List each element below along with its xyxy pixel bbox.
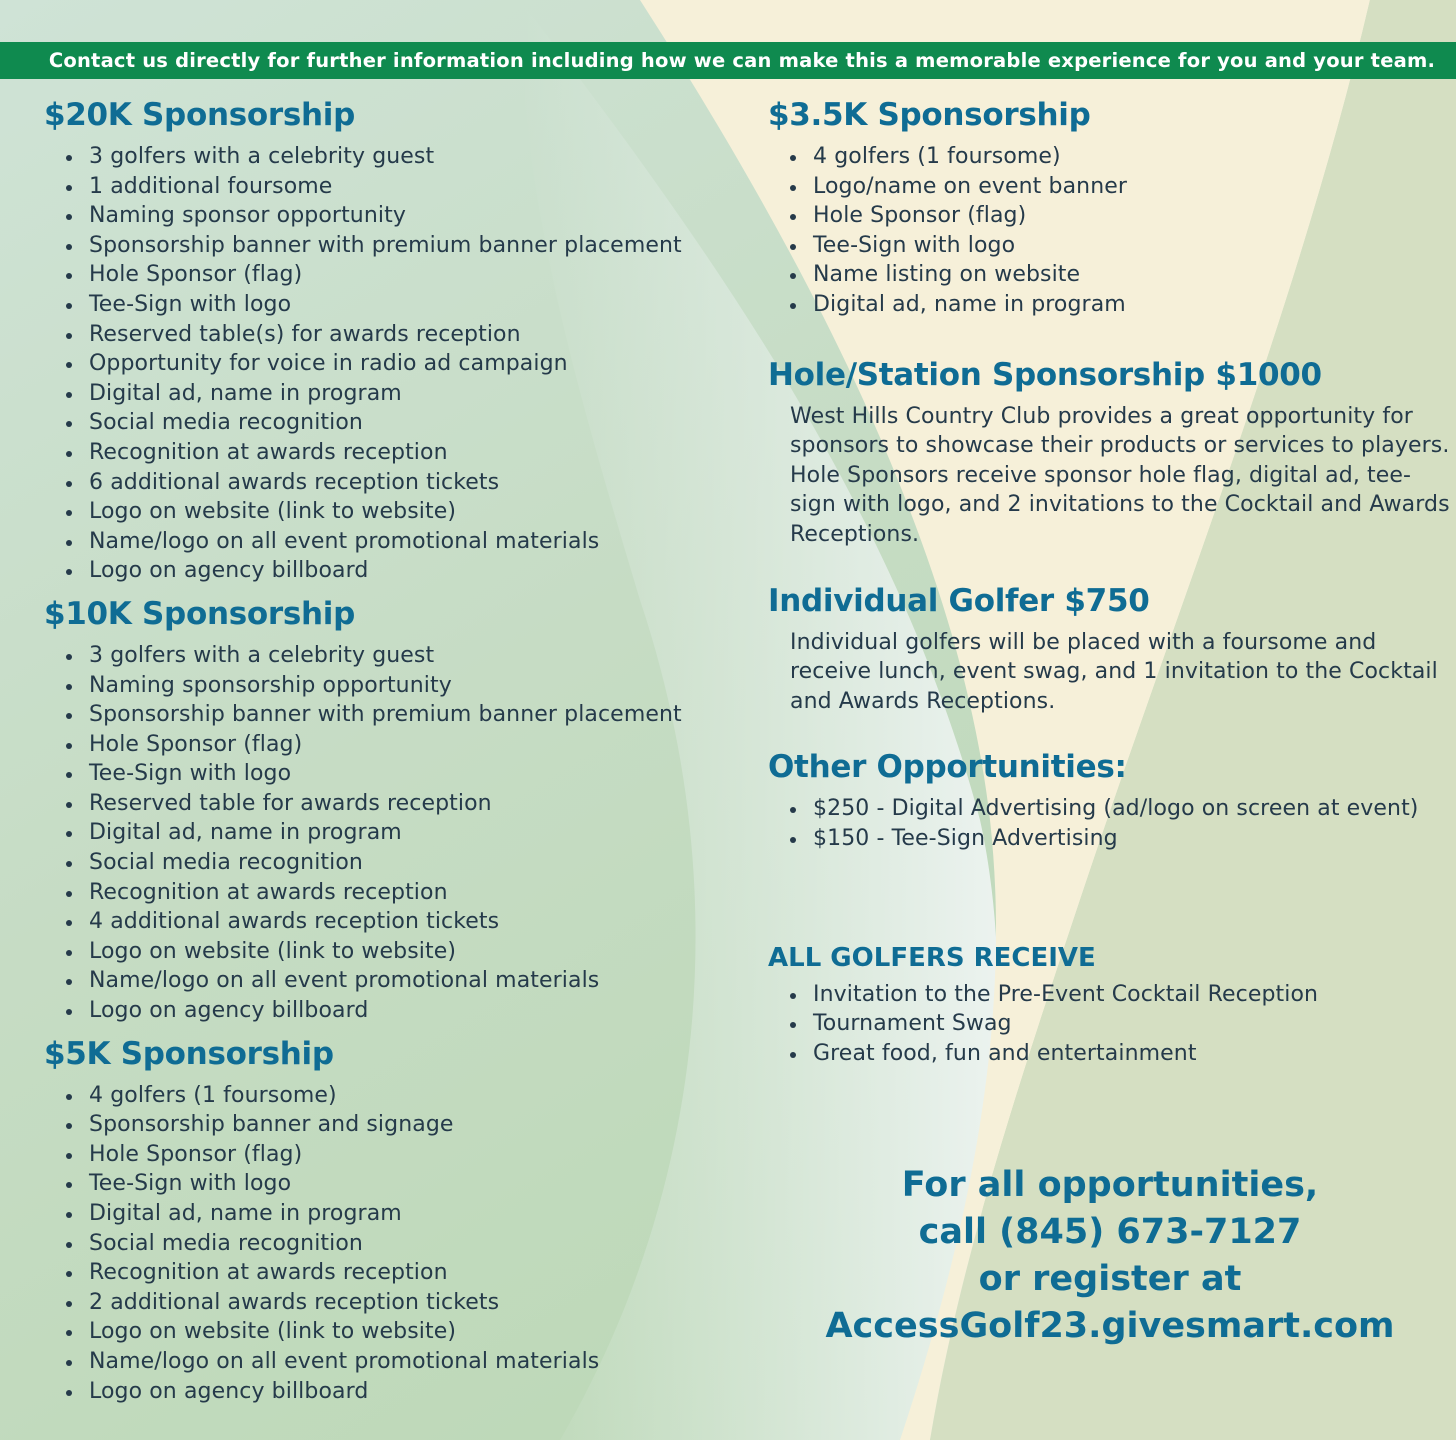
- list-item: Invitation to the Pre-Event Cocktail Reception: [790, 980, 1453, 1010]
- description-line: Individual golfers will be placed with a foursome and: [790, 629, 1377, 655]
- list-item: Name/logo on all event promotional materials: [66, 1347, 724, 1377]
- list-item: Tee-Sign with logo: [66, 759, 724, 789]
- right-column: [768, 90, 1453, 1068]
- list-item: Digital ad, name in program: [790, 290, 1453, 320]
- list-item: Hole Sponsor (flag): [66, 730, 724, 760]
- list-item: Name listing on website: [790, 260, 1453, 290]
- sponsorship-5k: [44, 1029, 724, 1407]
- individual-golfer: [768, 576, 1453, 717]
- list-item: Tee-Sign with logo: [66, 1169, 724, 1199]
- list-item: Digital ad, name in program: [66, 818, 724, 848]
- list-item: 4 golfers (1 foursome): [66, 1081, 724, 1111]
- list-item: Hole Sponsor (flag): [66, 260, 724, 290]
- all-golfers-list: [768, 980, 1453, 1069]
- list-item: Sponsorship banner and signage: [66, 1110, 724, 1140]
- hole-station-sponsorship: [768, 350, 1453, 550]
- other-opportunities: [768, 742, 1453, 853]
- list-item: 2 additional awards reception tickets: [66, 1288, 724, 1318]
- description-line: receive lunch, event swag, and 1 invitation to the Cocktail: [790, 659, 1438, 685]
- other-opportunities-title: Other Opportunities:: [768, 749, 1127, 786]
- list-item: Sponsorship banner with premium banner placement: [66, 700, 724, 730]
- sponsorship-5k-title: $5K Sponsorship: [44, 1035, 334, 1072]
- list-item: Sponsorship banner with premium banner placement: [66, 231, 724, 261]
- list-item: $250 - Digital Advertising (ad/logo on screen at event): [790, 794, 1453, 824]
- list-item: 6 additional awards reception tickets: [66, 468, 724, 498]
- list-item: 3 golfers with a celebrity guest: [66, 641, 724, 671]
- sponsorship-3-5k-title: $3.5K Sponsorship: [768, 97, 1091, 133]
- description-line: Hole Sponsors receive sponsor hole flag, digital ad, tee-: [790, 462, 1412, 488]
- description-line: and Awards Receptions.: [790, 688, 1056, 714]
- individual-golfer-title: Individual Golfer $750: [768, 582, 1150, 619]
- list-item: Recognition at awards reception: [66, 878, 724, 908]
- list-item: Reserved table for awards reception: [66, 789, 724, 819]
- individual-golfer-description: [790, 628, 1450, 717]
- sponsorship-10k: [44, 589, 724, 1026]
- list-item: Tee-Sign with logo: [66, 290, 724, 320]
- list-item: Logo on website (link to website): [66, 1317, 724, 1347]
- list-item: Logo on agency billboard: [66, 556, 724, 586]
- list-item: Great food, fun and entertainment: [790, 1039, 1453, 1069]
- list-item: Logo on agency billboard: [66, 996, 724, 1026]
- list-item: Logo/name on event banner: [790, 172, 1453, 202]
- list-item: Naming sponsor opportunity: [66, 201, 724, 231]
- list-item: 3 golfers with a celebrity guest: [66, 142, 724, 172]
- sponsorship-5k-list: [44, 1081, 724, 1407]
- sponsorship-20k: [44, 90, 724, 586]
- list-item: $150 - Tee-Sign Advertising: [790, 824, 1453, 854]
- other-opportunities-list: [768, 794, 1453, 853]
- contact-banner-text: Contact us directly for further information including how we can make this a memorable experience for you and your team.: [48, 49, 1436, 72]
- all-golfers-title: ALL GOLFERS RECEIVE: [768, 942, 1096, 973]
- list-item: Digital ad, name in program: [66, 1199, 724, 1229]
- cta-website-link[interactable]: AccessGolf23.givesmart.com: [825, 1306, 1395, 1346]
- description-line: Receptions.: [790, 521, 920, 547]
- left-column: [44, 90, 724, 1406]
- cta-line: For all opportunities,: [901, 1165, 1319, 1205]
- list-item: Logo on website (link to website): [66, 937, 724, 967]
- list-item: Tournament Swag: [790, 1009, 1453, 1039]
- description-line: West Hills Country Club provides a great opportunity for: [790, 403, 1413, 429]
- list-item: Social media recognition: [66, 1229, 724, 1259]
- list-item: Recognition at awards reception: [66, 438, 724, 468]
- sponsorship-20k-list: [44, 142, 724, 586]
- call-to-action: [800, 1162, 1420, 1350]
- list-item: 4 golfers (1 foursome): [790, 142, 1453, 172]
- list-item: Logo on website (link to website): [66, 497, 724, 527]
- sponsorship-10k-list: [44, 641, 724, 1026]
- cta-line: or register at: [978, 1259, 1242, 1299]
- description-line: sign with logo, and 2 invitations to the Cocktail and Awards: [790, 492, 1450, 518]
- cta-phone: call (845) 673-7127: [918, 1212, 1302, 1252]
- list-item: Opportunity for voice in radio ad campaign: [66, 349, 724, 379]
- hole-station-title: Hole/Station Sponsorship $1000: [768, 356, 1322, 393]
- list-item: Recognition at awards reception: [66, 1258, 724, 1288]
- description-line: sponsors to showcase their products or services to players.: [790, 433, 1450, 459]
- list-item: Name/logo on all event promotional materials: [66, 527, 724, 557]
- list-item: 1 additional foursome: [66, 172, 724, 202]
- hole-station-description: [790, 402, 1450, 550]
- contact-banner: [0, 42, 1456, 79]
- list-item: Social media recognition: [66, 848, 724, 878]
- sponsorship-3-5k: [768, 90, 1453, 320]
- list-item: Hole Sponsor (flag): [790, 201, 1453, 231]
- list-item: Digital ad, name in program: [66, 379, 724, 409]
- list-item: 4 additional awards reception tickets: [66, 907, 724, 937]
- list-item: Name/logo on all event promotional materials: [66, 966, 724, 996]
- list-item: Logo on agency billboard: [66, 1377, 724, 1407]
- list-item: Social media recognition: [66, 408, 724, 438]
- sponsorship-20k-title: $20K Sponsorship: [44, 97, 355, 133]
- list-item: Naming sponsorship opportunity: [66, 671, 724, 701]
- sponsorship-3-5k-list: [768, 142, 1453, 320]
- list-item: Tee-Sign with logo: [790, 231, 1453, 261]
- list-item: Reserved table(s) for awards reception: [66, 320, 724, 350]
- all-golfers-receive: [768, 938, 1453, 1069]
- list-item: Hole Sponsor (flag): [66, 1140, 724, 1170]
- sponsorship-10k-title: $10K Sponsorship: [44, 595, 355, 632]
